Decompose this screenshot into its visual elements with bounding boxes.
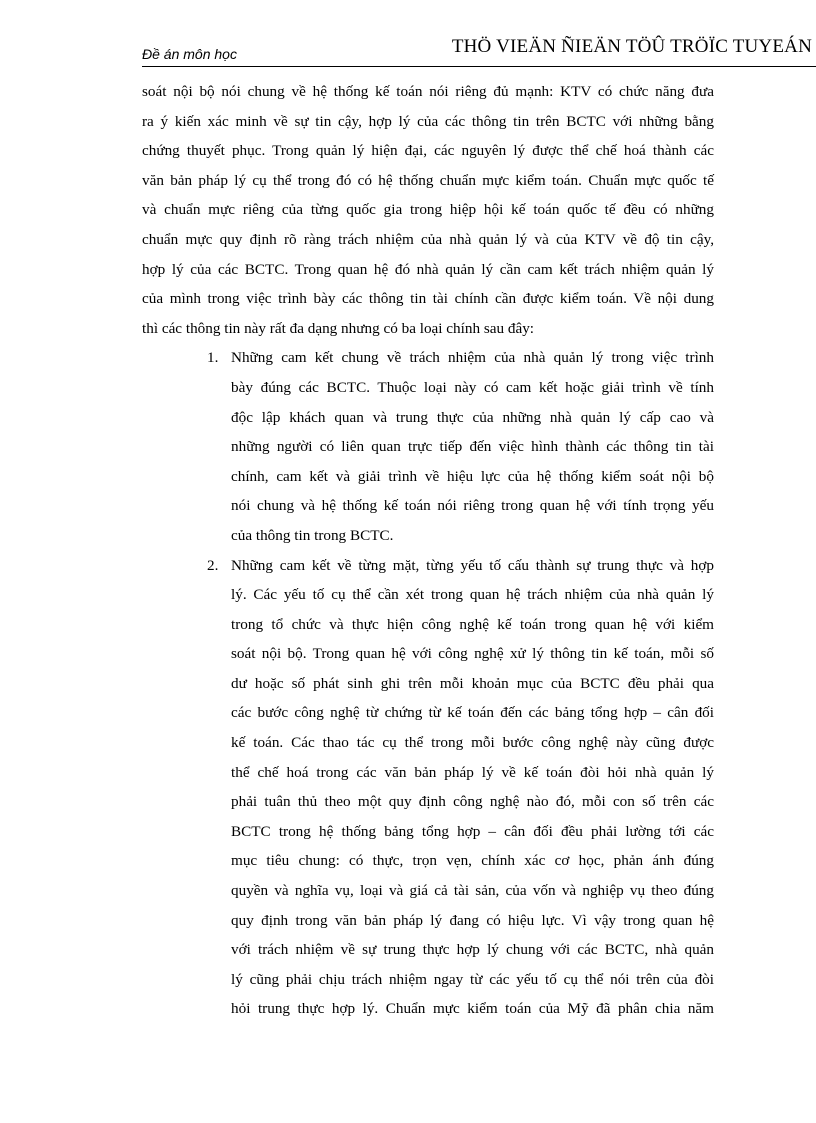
list-line: thể chế hoá trong các văn bản pháp lý về kế toán đòi hỏi nhà quản lý — [231, 763, 714, 781]
list-line: quyền và nghĩa vụ, loại và giá cả tài sản, của vốn và nghiệp vụ theo đúng — [231, 882, 714, 900]
list-line: mục tiêu chung: có thực, trọn vẹn, chính xác cơ học, phản ánh đúng — [231, 852, 714, 870]
list-line: với trách nhiệm về sự trung thực hợp lý chung với các BCTC, nhà quản — [231, 941, 714, 959]
list-line: bày đúng các BCTC. Thuộc loại này có cam kết hoặc giải trình về tính — [231, 378, 714, 396]
list-line: phải tuân thủ theo một quy định công nghệ nào đó, mỗi con số trên các — [231, 793, 714, 811]
document-body — [142, 77, 714, 1024]
list-line: các bước công nghệ từ chứng từ kế toán đến các bảng tổng hợp – cân đối — [231, 704, 714, 722]
list-item-number: 1. — [207, 349, 219, 367]
intro-paragraph — [142, 77, 714, 343]
list-line: kế toán. Các thao tác cụ thể trong mỗi bước công nghệ này cũng được — [231, 734, 714, 752]
intro-line: chứng thuyết phục. Trong quản lý hiện đại, các nguyên lý được thể chế hoá thành các — [142, 142, 714, 160]
list-item-text — [231, 551, 714, 1025]
list-line: dư hoặc số phát sinh ghi trên mỗi khoản mục của BCTC đều phải qua — [231, 674, 714, 692]
intro-line: chuẩn mực quy định rõ ràng trách nhiệm của nhà quản lý và của KTV về độ tin cậy, — [142, 230, 714, 248]
header-library-title: THÖ VIEÄN ÑIEÄN TÖÛ TRÖÏC TUYEÁN — [451, 36, 812, 57]
commitment-list — [142, 343, 714, 1024]
list-line: nói chung và hệ thống kế toán nói riêng trong quan hệ với tính trọng yếu — [231, 497, 714, 515]
list-line: lý. Các yếu tố cụ thể cần xét trong quan hệ trách nhiệm của nhà quản lý — [231, 586, 714, 604]
list-line: những người có liên quan trực tiếp đến việc hình thành các thông tin tài — [231, 438, 714, 456]
intro-line: ra ý kiến xác minh về sự tin cậy, hợp lý của các thông tin trên BCTC với những bằng — [142, 112, 714, 130]
list-line: trong tổ chức và thực hiện công nghệ kế toán trong quan hệ với kiểm — [231, 615, 714, 633]
list-item-text — [231, 343, 714, 550]
list-line: quy định trong văn bản pháp lý đang có hiệu lực. Vì vậy trong quan hệ — [231, 911, 714, 929]
list-line: của thông tin trong BCTC. — [231, 526, 394, 544]
list-item-number: 2. — [207, 556, 219, 574]
intro-line: thì các thông tin này rất đa dạng nhưng có ba loại chính sau đây: — [142, 319, 535, 337]
list-line: lý cũng phải chịu trách nhiệm ngay từ các yếu tố cụ thể nói trên của đòi — [231, 970, 714, 988]
list-line: BCTC trong hệ thống bảng tổng hợp – cân đối đều phải lường tới các — [231, 822, 714, 840]
list-line: soát nội bộ. Trong quan hệ với công nghệ xử lý thông tin kế toán, mỗi số — [231, 645, 714, 663]
header-course-title: Đề án môn học — [142, 46, 237, 62]
intro-line: và chuẩn mực riêng của từng quốc gia trong hiệp hội kế toán quốc tế đều có những — [142, 201, 714, 219]
list-item — [142, 343, 714, 550]
list-line: hỏi trung thực hợp lý. Chuẩn mực kiểm toán của Mỹ đã phân chia năm — [231, 1000, 714, 1018]
intro-line: của mình trong việc trình bày các thông tin tài chính cần được kiểm toán. Về nội dung — [142, 290, 714, 308]
intro-line: hợp lý của các BCTC. Trong quan hệ đó nhà quản lý cần cam kết trách nhiệm quản lý — [142, 260, 714, 278]
page-header — [142, 30, 816, 67]
list-line: chính, cam kết và giải trình về hiệu lực của hệ thống kiểm soát nội bộ — [231, 467, 714, 485]
list-line: Những cam kết chung về trách nhiệm của nhà quản lý trong việc trình — [231, 349, 714, 367]
list-line: độc lập khách quan và trung thực của những nhà quản lý cấp cao và — [231, 408, 714, 426]
intro-line: soát nội bộ nói chung về hệ thống kế toán nói riêng đủ mạnh: KTV có chức năng đưa — [142, 83, 714, 100]
intro-line: văn bản pháp lý cụ thể trong đó có hệ thống chuẩn mực kiểm toán. Chuẩn mực quốc tế — [142, 171, 714, 189]
list-line: Những cam kết về từng mặt, từng yếu tố cấu thành sự trung thực và hợp — [231, 556, 714, 574]
list-item — [142, 551, 714, 1025]
